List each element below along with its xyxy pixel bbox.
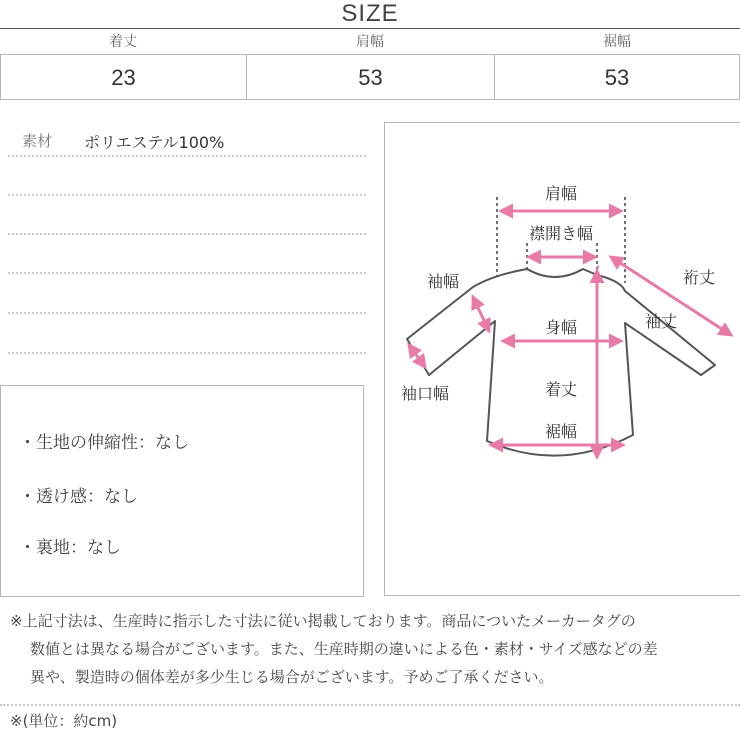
property-lining: ・裏地：なし: [19, 538, 121, 558]
disclaimer-line-2: 数値とは異なる場合がございます。また、生産時期の違いによる色・素材・サイズ感などの差: [30, 640, 658, 658]
value-hem: 53: [494, 54, 740, 100]
material-value: ポリエステル100%: [84, 133, 225, 152]
page-title: SIZE: [341, 0, 399, 27]
garment-diagram: [385, 123, 740, 597]
property-stretch: ・生地の伸縮性：なし: [19, 433, 189, 453]
label-shoulder: 肩幅: [544, 184, 578, 203]
title-divider: [0, 28, 740, 29]
header-length: 着丈: [109, 34, 137, 50]
measurement-diagram: [384, 122, 740, 596]
sleeve-width-arrow: [473, 297, 489, 331]
dotted-divider: [8, 272, 366, 274]
label-cuff: 袖口幅: [400, 384, 450, 403]
label-yuki: 裄丈: [682, 268, 716, 287]
disclaimer-line-3: 異や、製造時の個体差が多少生じる場合がございます。予めご了承ください。: [30, 668, 554, 686]
label-hem: 裾幅: [544, 422, 578, 441]
size-table: [0, 32, 740, 102]
disclaimer-line-1: ※上記寸法は、生産時に指示した寸法に従い掲載しております。商品についたメーカータグの: [10, 612, 636, 630]
material-label: 素材: [22, 132, 53, 150]
dotted-divider: [8, 352, 366, 354]
label-sleeve-length: 袖丈: [644, 312, 678, 331]
label-neck: 襟開き幅: [528, 224, 594, 243]
dotted-divider: [8, 312, 366, 314]
dotted-divider: [8, 155, 366, 157]
header-shoulder: 肩幅: [356, 34, 384, 50]
footer-divider: [0, 704, 740, 706]
header-hem: 裾幅: [603, 34, 631, 50]
value-length: 23: [0, 54, 247, 100]
dotted-divider: [8, 233, 366, 235]
value-shoulder: 53: [246, 54, 495, 100]
property-sheerness: ・透け感：なし: [19, 487, 138, 507]
dotted-divider: [8, 194, 366, 196]
unit-note: ※(単位：約cm): [10, 712, 118, 730]
label-length: 着丈: [544, 380, 578, 399]
label-sleeve-width: 袖幅: [426, 272, 460, 291]
properties-box: [0, 385, 364, 597]
cuff-arrow: [409, 345, 425, 367]
label-body: 身幅: [544, 318, 578, 337]
